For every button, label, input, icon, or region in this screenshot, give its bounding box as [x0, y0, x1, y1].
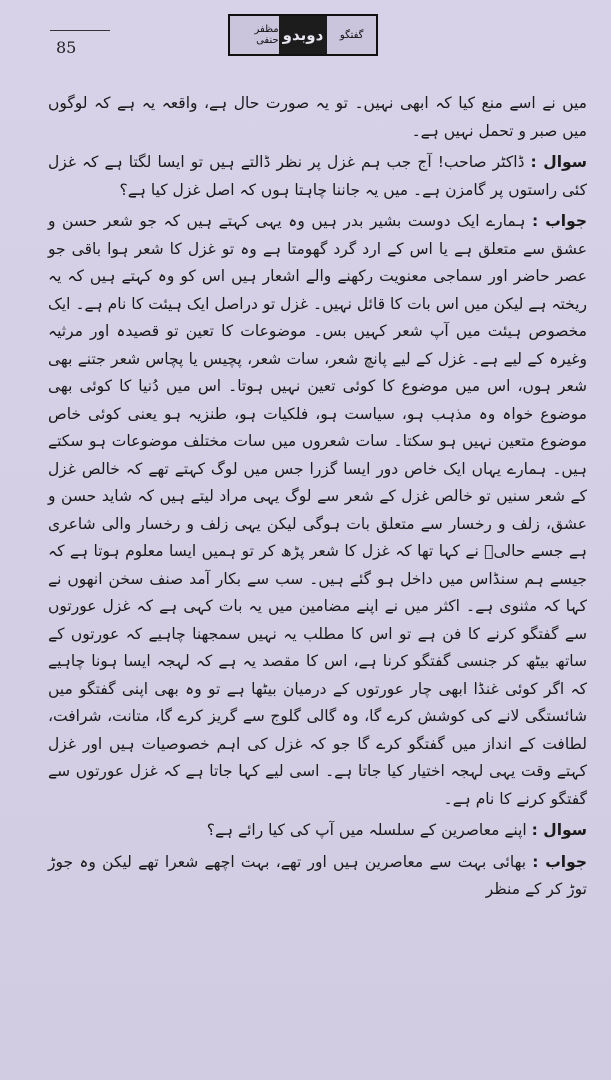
page-number: 85 — [56, 38, 77, 57]
question-paragraph — [48, 149, 587, 204]
answer-text: ہمارے ایک دوست بشیر بدر ہیں وہ یہی کہتے ہیں کہ جو شعر حسن و عشق سے متعلق ہے یا اس کے ارد گرد گھومتا ہے وہ تو غزل کا شعر ہوا باقی جو عصر حاضر اور سماجی معنویت رکھنے والے اشعار ہیں اس کو وہ کہتے ہیں کہ یہ ریختہ ہے لیکن میں اس بات کا قائل نہیں۔ غزل تو دراصل ایک ہیئت کا نام ہے۔ ایک مخصوص ہیئت میں آپ شعر کہیں بس۔ موضوعات کا تعین تو قصیدہ اور مرثیہ وغیرہ کے لیے ہے۔ غزل کے لیے پانچ شعر، سات شعر، پچیس یا پچاس شعر جتنے بھی شعر ہوں، اس میں موضوع کا کوئی تعین نہیں ہوتا۔ اس میں دُنیا کا کوئی بھی موضوع خواہ وہ مذہب ہو، سیاست ہو، فلکیات ہو، طنزیہ ہو یعنی کوئی خاص موضوع متعین نہیں ہو سکتا۔ سات شعروں میں سات مختلف موضوعات ہو سکتے ہیں۔ ہمارے یہاں ایک خاص دور ایسا گزرا جس میں لوگ کہتے تھے کہ خالص غزل کے شعر سنیں تو خالص غزل کے شعر سے لوگ یہی مراد لیتے ہیں کہ شاید حسن و عشق، زلف و رخسار سے متعلق بات ہوگی لیکن یہی زلف و رخسار والی شاعری ہے جسے حالیؔ نے کہا تھا کہ غزل کا شعر پڑھ کر تو ہمیں ایسا معلوم ہوتا ہے کہ جیسے ہم سنڈاس میں داخل ہو گئے ہیں۔ سب سے بکار آمد صنف سخن انھوں نے کہا کہ مثنوی ہے۔ اکثر میں نے اپنے مضامین میں یہ بات کہی ہے کہ غزل عورتوں سے گفتگو کرنے کا فن ہے تو اس کا مطلب یہ نہیں سمجھنا چاہیے کہ عورتوں کے ساتھ بیٹھ کر جنسی گفتگو کرنا ہے، اس کا مقصد یہ ہے کہ لہجہ ایسا ہونا چاہیے کہ اگر کوئی غنڈا ابھی چار عورتوں کے درمیان بیٹھا ہے تو وہ بھی اپنی گفتگو میں شائستگی لانے کی کوشش کرے گا، وہ گالی گلوج سے گریز کرے گا، متانت، شرافت، لطافت کے انداز میں گفتگو کرے گا جو کہ غزل کی اہم خصوصیات ہیں اور غزل کہتے وقت یہی لہجہ اختیار کیا جاتا ہے۔ اسی لیے کہا جاتا ہے کہ غزل عورتوں سے گفتگو کرنے کا نام ہے۔ — [48, 212, 587, 808]
answer-paragraph — [48, 208, 587, 813]
page-body — [48, 90, 587, 908]
answer-label: جواب : — [532, 852, 587, 871]
answer-paragraph — [48, 849, 587, 904]
header-title-middle: دوبدو — [279, 16, 328, 54]
question-text: اپنے معاصرین کے سلسلہ میں آپ کی کیا رائے ہے؟ — [206, 821, 527, 839]
answer-text: بھائی بہت سے معاصرین ہیں اور تھے، بہت اچھے شعرا تھے لیکن وہ جوڑ توڑ کر کے منظر — [48, 852, 587, 898]
question-text: ڈاکٹر صاحب! آج جب ہم غزل پر نظر ڈالتے ہیں تو ایسا لگتا ہے کہ غزل کئی راستوں پر گامزن ہے۔ میں یہ جاننا چاہتا ہوں کہ اصل غزل کیا ہے؟ — [48, 153, 587, 199]
answer-label: جواب : — [532, 212, 587, 230]
question-label: سوال : — [531, 821, 587, 839]
header-title-left: گفتگو — [327, 16, 376, 54]
paragraph-text: میں نے اسے منع کیا کہ ابھی نہیں۔ تو یہ صورت حال ہے، واقعہ یہ ہے کہ لوگوں میں صبر و تحمل نہیں ہے۔ — [48, 94, 587, 140]
question-label: سوال : — [530, 153, 587, 171]
question-paragraph — [48, 817, 587, 845]
page-number-rule — [50, 30, 110, 31]
running-header — [228, 14, 378, 56]
paragraph-continuation — [48, 90, 587, 145]
header-author: مظفر حنفی — [230, 16, 279, 54]
